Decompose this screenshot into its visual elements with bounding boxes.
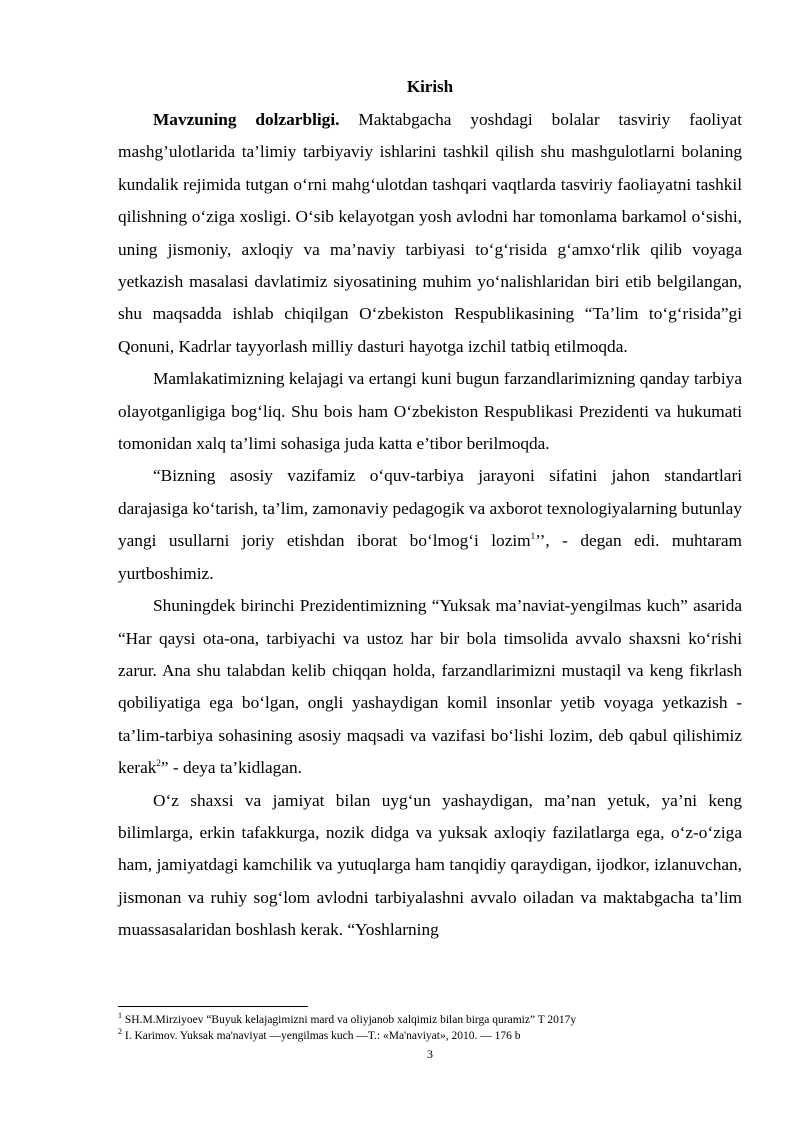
section-heading: Kirish	[406, 77, 454, 96]
footnote-item	[118, 1028, 742, 1044]
paragraph-text: “Bizning asosiy vazifamiz o‘quv-tarbiya jarayoni sifatini jahon standartlari darajasiga ko‘tarish, ta’lim, zamonaviy pedagogik va axborot texnologiyalarning butunlay yangi usullarni joriy etishdan iborat bo‘lmog‘i lozim	[118, 466, 742, 551]
paragraph-text: Maktabgacha yoshdagi bolalar tasviriy faoliyat mashg’ulotlarida ta’limiy tarbiyaviy ishlarini tashkil qilish shu mashgulotlarni bolaning kundalik rejimida tutgan o‘rni mahg‘ulotdan tashqari vaqtlarda tasviriy faoliayatni tashkil qilishning o‘ziga xosligi. O‘sib kelayotgan yosh avlodni har tomonlama barkamol o‘sishi, uning jismoniy, axloqiy va ma’naviy tarbiyasi to‘g‘risida g‘amxo‘rlik qilib voyaga yetkazish masalasi davlatimiz siyosatining muhim yo‘nalishlaridan biri etib belgilangan, shu maqsadda ishlab chiqilgan O‘zbekiston Respublikasining “Ta’lim to‘g‘risida”gi Qonuni, Kadrlar tayyorlash milliy dasturi hayotga izchil tatbiq etilmoqda.	[118, 110, 742, 356]
paragraph-text: O‘z shaxsi va jamiyat bilan uyg‘un yashaydigan, ma’nan yetuk, ya’ni keng bilimlarga, erkin tafakkurga, nozik didga va yuksak axloqiy fazilatlarga ega, o‘z-o‘ziga ham, jamiyatdagi kamchilik va yutuqlarga ham tanqidiy qaraydigan, ijodkor, izlanuvchan, jismonan va ruhiy sog‘lom avlodni tarbiyalashni avvalo oiladan va maktabgacha ta’lim muassasalaridan boshlash kerak. “Yoshlarning	[118, 790, 742, 940]
footnote-mark: 1	[118, 1011, 122, 1021]
footnote-text: I. Karimov. Yuksak ma'naviyat —yengilmas kuch —T.: «Ma'naviyat», 2010. — 176 b	[122, 1030, 521, 1042]
footnote-reference-1[interactable]: 1	[530, 531, 536, 542]
page-number: 3	[427, 1047, 433, 1061]
paragraph-quote-task	[118, 460, 742, 590]
paragraph-text-continued: ” - deya ta’kidlagan.	[160, 758, 302, 778]
paragraph-future	[118, 363, 742, 460]
footnotes	[118, 1012, 742, 1044]
paragraph-text: Shuningdek birinchi Prezidentimizning “Yuksak ma’naviat-yengilmas kuch” asarida “Har qaysi ota-ona, tarbiyachi va ustoz har bir bola timsolida avvalo shaxsni ko‘rishi zarur. Ana shu talabdan kelib chiqqan holda, farzandlarimizni mustaqil va keng fikrlash qobiliyatiga ega bo‘lgan, ongli yashaydigan komil insonlar yetib voyaga yetkazish - ta’lim-tarbiya sohasining asosiy maqsadi va vazifasi bo‘lishi lozim, deb qabul qilishimiz kerak	[118, 596, 742, 778]
paragraph-text: Mamlakatimizning kelajagi va ertangi kuni bugun farzandlarimizning qanday tarbiya olayotganligiga bog‘liq. Shu bois ham O‘zbekiston Respublikasi Prezidenti va hukumati tomonidan xalq ta’limi sohasiga juda katta e’tibor berilmoqda.	[118, 369, 742, 454]
footnote-text: SH.M.Mirziyoev “Buyuk kelajagimizni mard va oliyjanob xalqimiz bilan birga quramiz” T 2017y	[122, 1014, 577, 1026]
paragraph-relevance	[118, 104, 742, 363]
footnote-separator	[118, 1006, 308, 1007]
footnote-reference-2[interactable]: 2	[156, 758, 161, 769]
paragraph-text-continued: ’’, - degan edi. muhtaram yurtboshimiz.	[118, 531, 742, 583]
paragraph-quote-president	[118, 590, 742, 784]
paragraph-upbringing	[118, 785, 742, 947]
paragraph-lead-bold: Mavzuning dolzarbligi.	[153, 110, 340, 129]
footnote-mark: 2	[118, 1027, 122, 1037]
body-text	[118, 104, 742, 947]
footnote-item	[118, 1012, 742, 1028]
